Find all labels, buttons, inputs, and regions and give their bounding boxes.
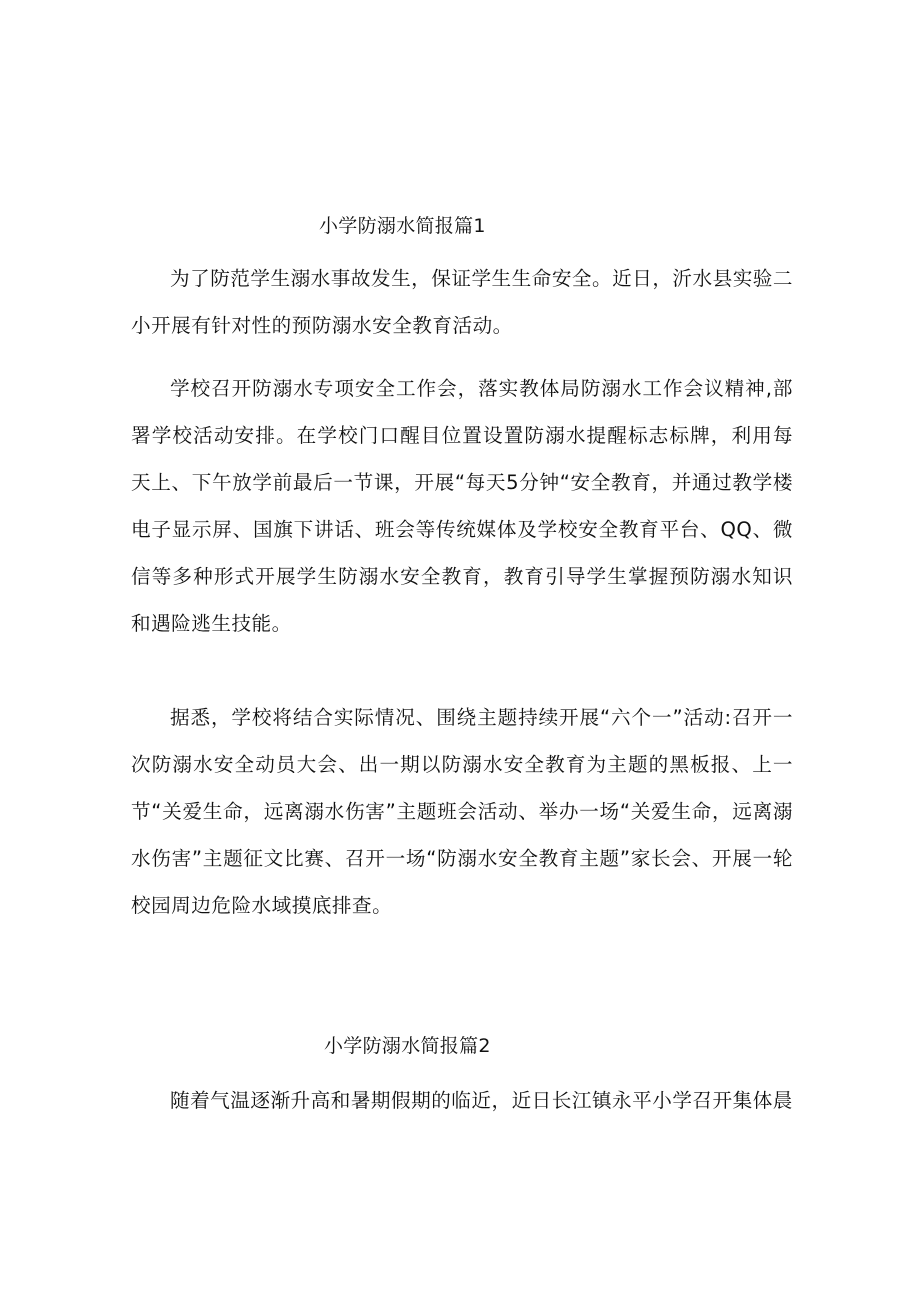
section-2-heading: 小学防溺水简报篇2 — [324, 1035, 491, 1057]
section-1-paragraph-3: 据悉，学校将结合实际情况、围绕主题持续开展“六个一”活动:召开一次防溺水安全动员大会、出一期以防溺水安全教育为主题的黑板报、上一节“关爱生命，远离溺水伤害”主题班会活动、举办一场“关爱生命，远离溺水伤害”主题征文比赛、召开一场“防溺水安全教育主题”家长会、开展一轮校园周边危险水域摸底排查。 — [131, 706, 793, 917]
section-1-heading: 小学防溺水简报篇1 — [319, 215, 486, 237]
section-1-paragraph-1: 为了防范学生溺水事故发生，保证学生生命安全。近日，沂水县实验二小开展有针对性的预防溺水安全教育活动。 — [131, 267, 793, 337]
section-2-paragraph-1: 随着气温逐渐升高和暑期假期的临近，近日长江镇永平小学召开集体晨 — [170, 1089, 793, 1112]
section-1-paragraph-2: 学校召开防溺水专项安全工作会，落实教体局防溺水工作会议精神,部署学校活动安排。在学校门口醒目位置设置防溺水提醒标志标牌，利用每天上、下午放学前最后一节课，开展“每天5分钟“安全教育，并通过教学楼电子显示屏、国旗下讲话、班会等传统媒体及学校安全教育平台、QQ、微信等多种形式开展学生防溺水安全教育，教育引导学生掌握预防溺水知识和遇险逃生技能。 — [131, 377, 793, 635]
